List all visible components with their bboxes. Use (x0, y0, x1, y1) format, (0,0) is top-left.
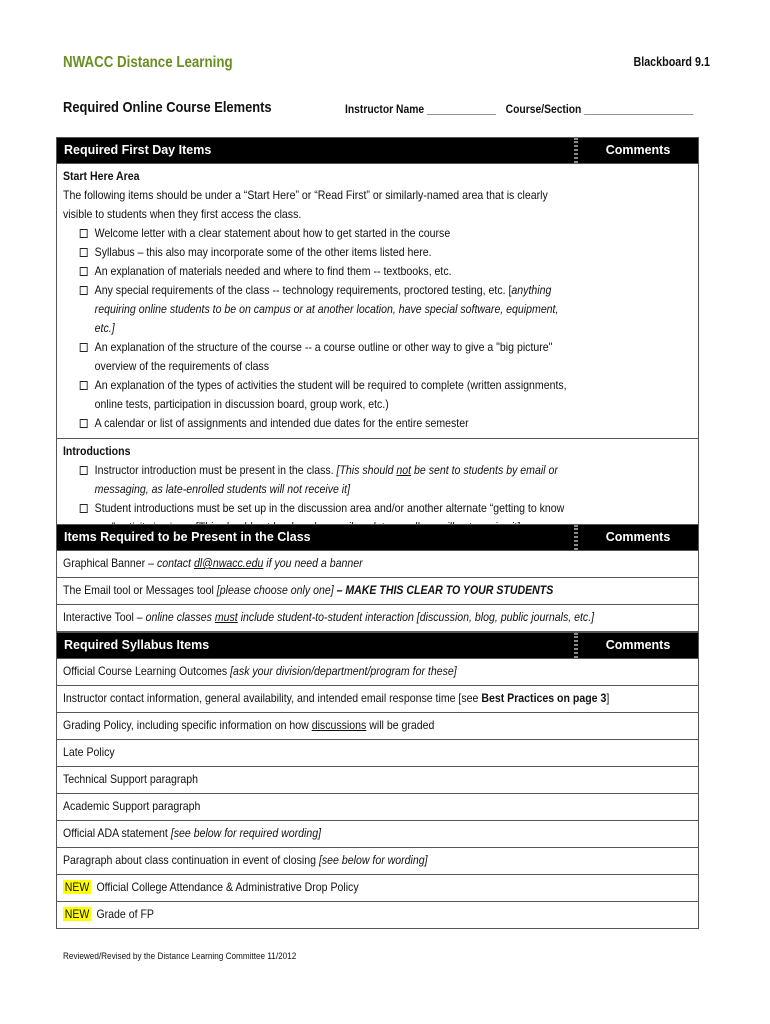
checklist-item: An explanation of materials needed and where to find them -- textbooks, etc. (79, 262, 568, 281)
table-row: Late Policy (57, 739, 698, 766)
start-here-checklist (63, 224, 568, 433)
form-fields (345, 102, 700, 116)
checklist-item: Any special requirements of the class -- technology requirements, proctored testing, etc. [anything requiring online students to be on campus or at another location, have special software, equipment, etc.] (79, 281, 568, 338)
table-row: NEW Official College Attendance & Administrative Drop Policy (57, 874, 698, 901)
checkbox[interactable] (80, 504, 88, 513)
syllabus-table (56, 632, 699, 929)
checkbox[interactable] (80, 286, 88, 295)
table-row: The Email tool or Messages tool [please choose only one] – MAKE THIS CLEAR TO YOUR STUDENTS (57, 577, 698, 604)
checklist-item: Welcome letter with a clear statement about how to get started in the course (79, 224, 568, 243)
footer-note: Reviewed/Revised by the Distance Learning Committee 11/2012 (63, 951, 297, 962)
start-here-section (57, 163, 698, 438)
table-row: Technical Support paragraph (57, 766, 698, 793)
email-link[interactable]: dl@nwacc.edu (193, 556, 264, 570)
checkbox[interactable] (80, 248, 88, 257)
first-day-table (56, 137, 699, 543)
in-class-header (57, 525, 698, 550)
comments-heading: Comments (576, 525, 698, 550)
start-here-title: Start Here Area (63, 169, 140, 183)
checkbox[interactable] (80, 419, 88, 428)
course-section-field[interactable]: Course/Section ___________________ (505, 102, 694, 116)
checklist-item: An explanation of the structure of the course -- a course outline or other way to give a "big picture" overview of the requirements of class (79, 338, 568, 376)
first-day-heading: Required First Day Items (57, 138, 576, 163)
org-name: NWACC Distance Learning (63, 54, 233, 71)
table-row: Paragraph about class continuation in event of closing [see below for wording] (57, 847, 698, 874)
in-class-heading: Items Required to be Present in the Class (57, 525, 576, 550)
platform-name: Blackboard 9.1 (633, 55, 710, 69)
checklist-item: Syllabus – this also may incorporate some of the other items listed here. (79, 243, 568, 262)
table-row: Official Course Learning Outcomes [ask your division/department/program for these] (57, 658, 698, 685)
table-row: NEW Grade of FP (57, 901, 698, 928)
syllabus-header (57, 633, 698, 658)
first-day-header (57, 138, 698, 163)
start-here-intro: The following items should be under a “Start Here” or “Read First” or similarly-named area that is clearly visible to students when they first access the class. (63, 188, 548, 221)
document-title: Required Online Course Elements (63, 99, 272, 116)
table-row: Academic Support paragraph (57, 793, 698, 820)
comments-heading: Comments (576, 138, 698, 163)
table-row: Grading Policy, including specific information on how discussions will be graded (57, 712, 698, 739)
checklist-item: An explanation of the types of activities the student will be required to complete (written assignments, online tests, participation in discussion board, group work, etc.) (79, 376, 568, 414)
table-row: Interactive Tool – online classes must include student-to-student interaction [discussion, blog, public journals, etc.] (57, 604, 698, 631)
comments-heading: Comments (576, 633, 698, 658)
in-class-table (56, 524, 699, 632)
syllabus-heading: Required Syllabus Items (57, 633, 576, 658)
checkbox[interactable] (80, 466, 88, 475)
checklist-item: Student introductions must be set up in the discussion area and/or another alternate “getting to know (79, 499, 568, 537)
introductions-title: Introductions (63, 444, 131, 458)
instructor-name-field[interactable]: Instructor Name ____________ (345, 102, 496, 116)
checklist-item: Instructor introduction must be present in the class. [This should not be sent to students by email or messaging, as late-enrolled students will not receive it] (79, 461, 568, 499)
checkbox[interactable] (80, 381, 88, 390)
checkbox[interactable] (80, 267, 88, 276)
checkbox[interactable] (80, 229, 88, 238)
table-row: Official ADA statement [see below for required wording] (57, 820, 698, 847)
title-row (63, 99, 710, 121)
header-row (63, 54, 710, 74)
table-row: Instructor contact information, general availability, and intended email response time [see Best Practices on page 3] (57, 685, 698, 712)
new-badge: NEW (64, 880, 90, 894)
checkbox[interactable] (80, 343, 88, 352)
new-badge: NEW (64, 907, 90, 921)
table-row: Graphical Banner – contact dl@nwacc.edu if you need a banner (57, 550, 698, 577)
checklist-item: A calendar or list of assignments and intended due dates for the entire semester (79, 414, 568, 433)
